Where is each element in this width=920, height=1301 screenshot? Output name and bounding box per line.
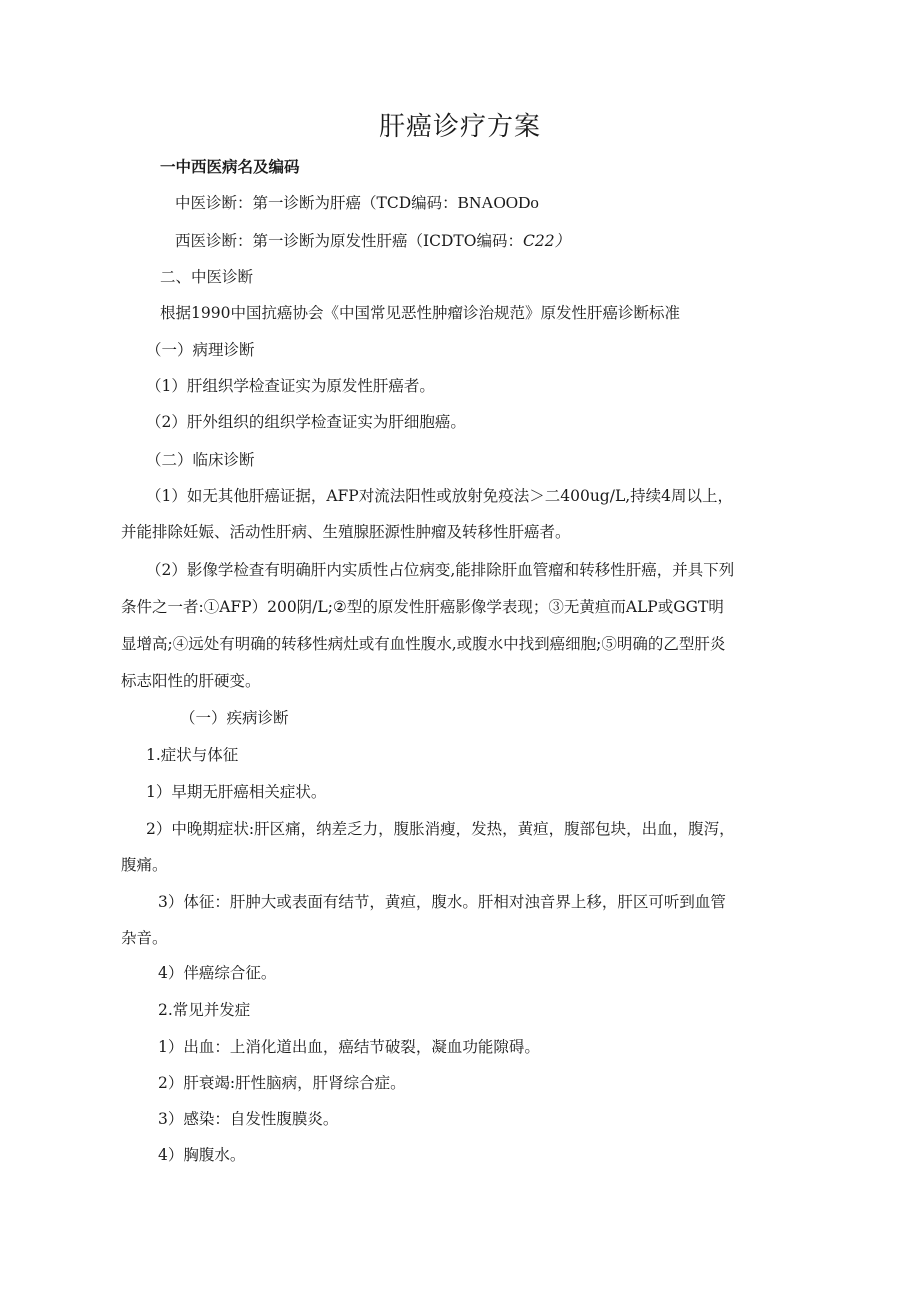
complications-heading: 2.常见并发症 — [158, 1001, 251, 1019]
pathology-item-1: （1）肝组织学检查证实为原发性肝癌者。 — [146, 377, 435, 395]
clinical-item-2-line-4: 标志阳性的肝硬变。 — [121, 672, 261, 690]
symptoms-heading: 1.症状与体征 — [146, 746, 239, 764]
symptom-item-2-line-1: 2）中晚期症状:肝区痛，纳差乏力，腹胀消瘦，发热，黄疸，腹部包块，出血，腹泻， — [146, 820, 735, 838]
clinical-item-1-line-2: 并能排除妊娠、活动性肝病、生殖腺胚源性肿瘤及转移性肝癌者。 — [121, 523, 571, 541]
complication-item-4: 4）胸腹水。 — [158, 1146, 246, 1164]
diagnosis-basis: 根据1990中国抗癌协会《中国常见恶性肿瘤诊治规范》原发性肝癌诊断标准 — [160, 304, 680, 322]
complication-item-2: 2）肝衰竭:肝性脑病，肝肾综合症。 — [158, 1074, 406, 1092]
symptom-item-1: 1）早期无肝癌相关症状。 — [146, 783, 327, 801]
symptom-item-3-line-2: 杂音。 — [121, 929, 168, 947]
document-title: 肝癌诊疗方案 — [378, 112, 541, 142]
section-heading-tcm-diagnosis: 二、中医诊断 — [160, 268, 254, 286]
pathology-item-2: （2）肝外组织的组织学检查证实为肝细胞癌。 — [146, 413, 466, 431]
wm-diagnosis-line — [175, 231, 570, 251]
clinical-item-1-line-1: （1）如无其他肝癌证据，AFP对流法阳性或放射免疫法＞二400ug/L,持续4周以上， — [146, 487, 734, 505]
wm-diagnosis-code: C22） — [522, 232, 571, 250]
complication-item-3: 3）感染：自发性腹膜炎。 — [158, 1110, 339, 1128]
symptom-item-4: 4）伴癌综合征。 — [158, 964, 277, 982]
tcm-diagnosis-text: 中医诊断：第一诊断为肝癌（TCD编码： — [175, 194, 458, 212]
symptom-item-2-line-2: 腹痛。 — [121, 856, 168, 874]
complication-item-1: 1）出血：上消化道出血，癌结节破裂，凝血功能隙碍。 — [158, 1038, 540, 1056]
subheading-clinical: （二）临床诊断 — [146, 451, 255, 469]
tcm-diagnosis-code: BNAOODo — [457, 193, 539, 212]
section-heading-names-codes: 一中西医病名及编码 — [160, 157, 300, 176]
clinical-item-2-line-2: 条件之一者:①AFP）200阴/L;②型的原发性肝癌影像学表现；③无黄疸而ALP或GGT明 — [121, 598, 724, 616]
wm-diagnosis-text: 西医诊断：第一诊断为原发性肝癌（ICDTO编码： — [175, 232, 523, 250]
clinical-item-2-line-1: （2）影像学检查有明确肝内实质性占位病变,能排除肝血管瘤和转移性肝癌，并具下列 — [146, 561, 735, 579]
subheading-disease-diagnosis: （一）疾病诊断 — [180, 709, 289, 727]
clinical-item-2-line-3: 显增高;④远处有明确的转移性病灶或有血性腹水,或腹水中找到癌细胞;⑤明确的乙型肝炎 — [121, 635, 726, 653]
subheading-pathology: （一）病理诊断 — [146, 341, 255, 359]
tcm-diagnosis-line — [175, 193, 539, 213]
symptom-item-3-line-1: 3）体征：肝肿大或表面有结节，黄疸，腹水。肝相对浊音界上移，肝区可听到血管 — [158, 893, 726, 911]
